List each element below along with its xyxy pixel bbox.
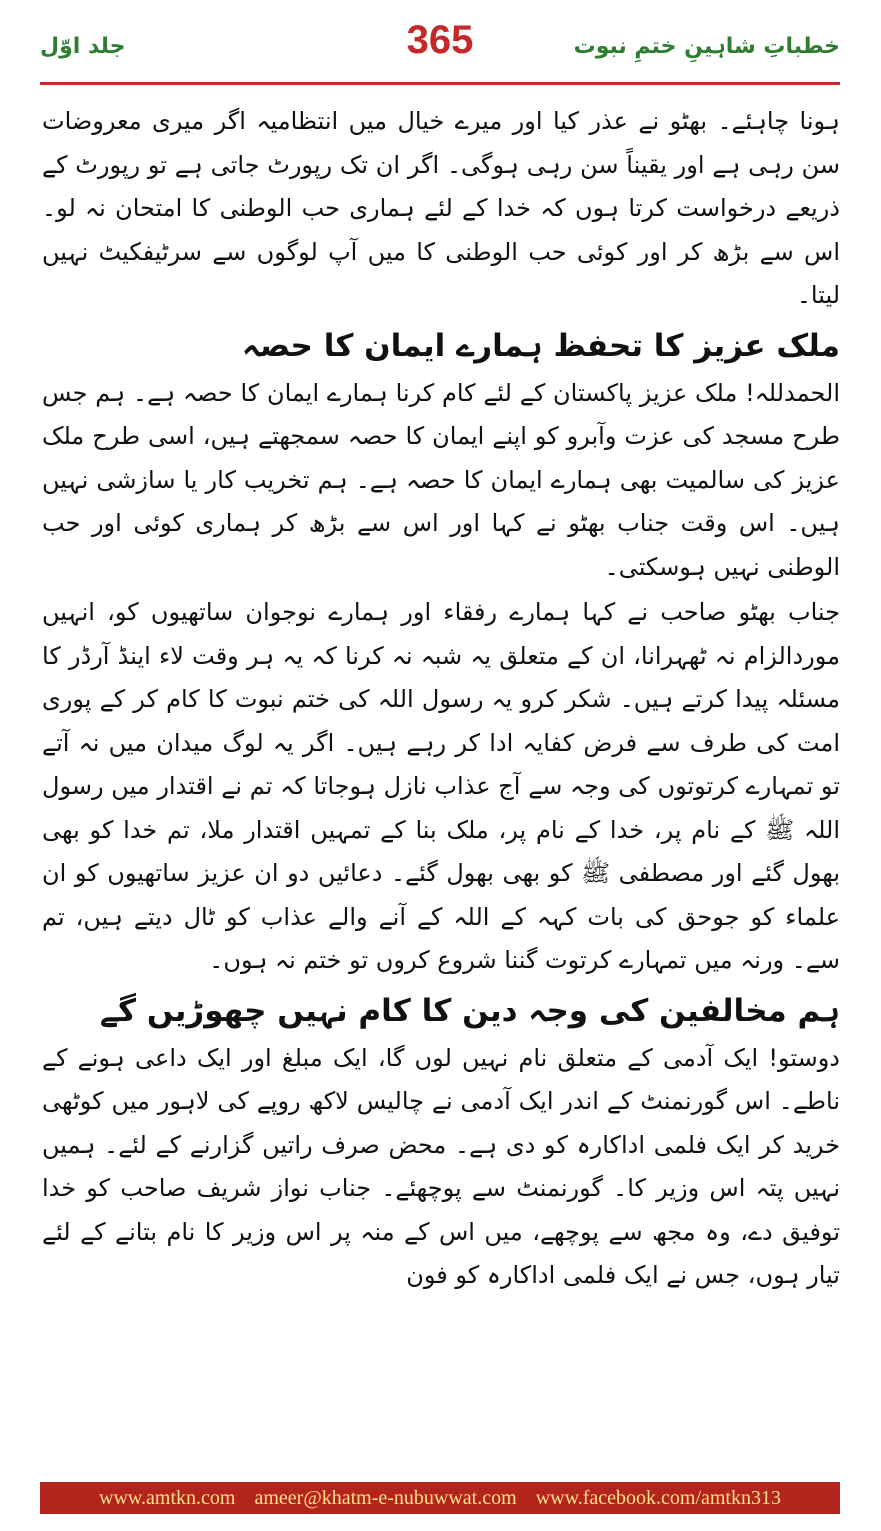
page-number: 365 — [406, 18, 474, 62]
section-heading: ہم مخالفین کی وجہ دین کا کام نہیں چھوڑیں گے — [99, 992, 840, 1029]
paragraph: جناب بھٹو صاحب نے کہا ہمارے رفقاء اور ہمارے نوجوان ساتھیوں کو، انہیں موردالزام نہ ٹھہرانا، ان کے متعلق یہ شبہ نہ کرنا کہ یہ ہر وقت لاء اینڈ آرڈر کا مسئلہ پیدا کرتے ہیں۔ شکر کرو یہ رسول اللہ کی ختم نبوت کا کام کر کے پوری امت کی طرف سے فرض کفایہ ادا کر رہے ہیں۔ اگر یہ لوگ میدان میں نہ آتے تو تمہارے کرتوتوں کی وجہ سے آج عذاب نازل ہوجاتا کہ تم نے اقتدار میں رسول اللہ ﷺ کے نام پر، خدا کے نام پر، ملک بنا کے تمہیں اقتدار ملا، تم خدا کو بھی بھول گئے اور مصطفی ﷺ کو بھی بھول گئے۔ دعائیں دو ان عزیز ساتھیوں کو ان علماء کو جوحق کی بات کہہ کے اللہ کے آنے والے عذاب کو ٹال دیتے ہیں، تم سے۔ ورنہ میں تمہارے کرتوت گننا شروع کروں تو ختم نہ ہوں۔ — [42, 598, 840, 974]
paragraph: دوستو! ایک آدمی کے متعلق نام نہیں لوں گا، ایک مبلغ اور ایک داعی ہونے کے ناطے۔ اس گورنمنٹ کے اندر ایک آدمی نے چالیس لاکھ روپے کی لاہور میں کوٹھی خرید کر ایک فلمی اداکارہ کو دی ہے۔ محض صرف راتیں گزارنے کے لئے۔ ہمیں نہیں پتہ اس وزیر کا۔ گورنمنٹ سے پوچھئے۔ جناب نواز شریف صاحب کو خدا توفیق دے، وہ مجھ سے پوچھے، میں اس کے منہ پر اس وزیر کا نام بتانے کے لئے تیار ہوں، جس نے ایک فلمی اداکارہ کو فون — [42, 1043, 840, 1289]
header-divider — [40, 82, 840, 85]
website-link[interactable]: www.amtkn.com — [99, 1487, 236, 1509]
facebook-link[interactable]: www.facebook.com/amtkn313 — [535, 1487, 781, 1509]
email-link[interactable]: ameer@khatm-e-nubuwwat.com — [254, 1487, 517, 1509]
page-header — [40, 14, 840, 74]
book-title: خطباتِ شاہینِ ختمِ نبوت — [573, 34, 840, 59]
volume-label: جلد اوّل — [40, 34, 126, 59]
page-footer — [40, 1482, 840, 1514]
paragraph: ہونا چاہئے۔ بھٹو نے عذر کیا اور میرے خیال میں انتظامیہ اگر میری معروضات سن رہی ہے اور یقیناً سن رہی ہوگی۔ اگر ان تک رپورٹ جاتی ہے تو رپورٹ کے ذریعے درخواست کرتا ہوں کہ خدا کے لئے ہماری حب الوطنی کا امتحان نہ لو۔ اس سے بڑھ کر اور کوئی حب الوطنی کا میں آپ لوگوں سے سرٹیفکیٹ نہیں لیتا۔ — [42, 107, 840, 309]
section-heading: ملک عزیز کا تحفظ ہمارے ایمان کا حصہ — [241, 327, 840, 364]
paragraph: الحمدللہ! ملک عزیز پاکستان کے لئے کام کرنا ہمارے ایمان کا حصہ ہے۔ ہم جس طرح مسجد کی عزت وآبرو کو اپنے ایمان کا حصہ سمجھتے ہیں، اسی طرح ملک عزیز کی سالمیت بھی ہمارے ایمان کا حصہ ہے۔ ہم تخریب کار یا سازشی نہیں ہیں۔ اس وقت جناب بھٹو نے کہا اور اس سے بڑھ کر ہماری کوئی اور حب الوطنی نہیں ہوسکتی۔ — [42, 378, 840, 581]
page-body — [42, 100, 840, 1298]
